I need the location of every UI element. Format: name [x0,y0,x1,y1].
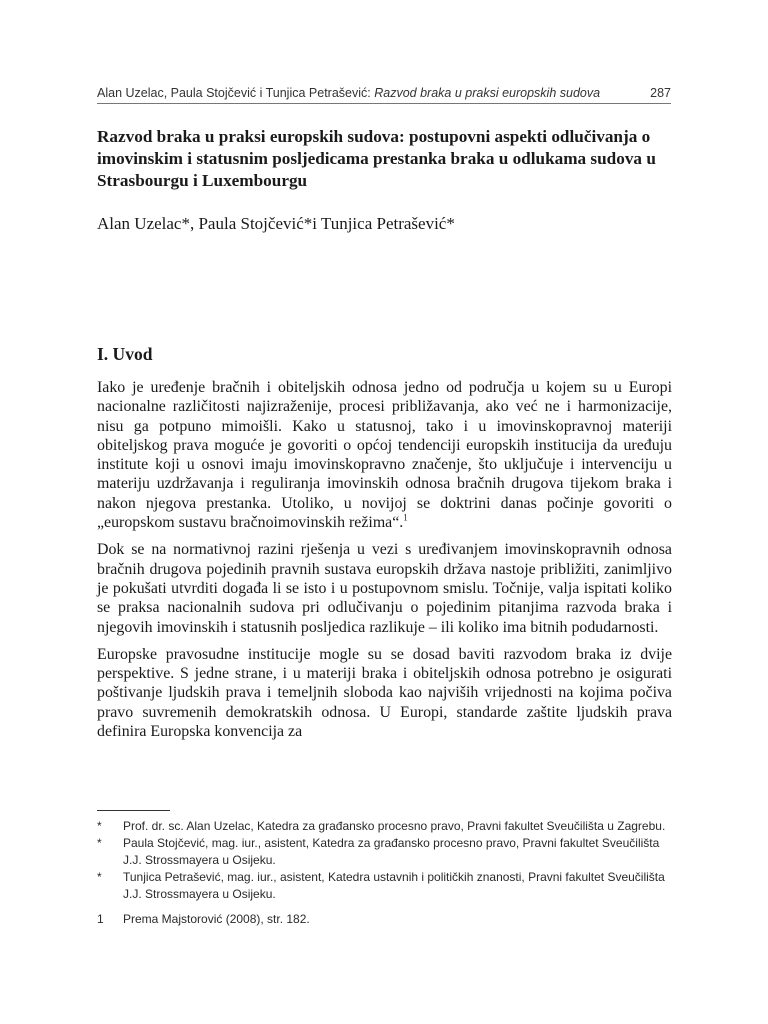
footnote-mark: 1 [97,912,104,926]
footnote-text: Prof. dr. sc. Alan Uzelac, Katedra za građansko procesno pravo, Pravni fakultet Sveučilišta u Zagrebu. [123,819,666,833]
article-authors: Alan Uzelac*, Paula Stojčević*i Tunjica Petrašević* [97,214,455,233]
footnote-text: Prema Majstorović (2008), str. 182. [123,912,310,926]
running-header-text [97,86,600,100]
footnote-ref-1[interactable]: 1 [403,512,408,523]
footnote-mark: * [97,870,102,884]
header-journal-title: Razvod braka u praksi europskih sudova [374,86,601,100]
footnote-text: Paula Stojčević, mag. iur., asistent, Katedra za građansko procesno pravo, Pravni fakultet Sveučilišta J.J. Strossmayera u Osijeku. [123,836,660,867]
footnote-mark: * [97,836,102,850]
header-divider [97,103,671,104]
footnote-divider [97,810,170,811]
article-title: Razvod braka u praksi europskih sudova: postupovni aspekti odlučivanja o imovinskim i statusnim posljedicama prestanka braka u odlukama sudova u Strasbourgu i Luxembourgu [97,127,656,190]
footnote-author-3 [97,869,672,903]
paragraph-1 [97,378,672,532]
footnote-author-1 [97,818,672,835]
footnote-1 [97,911,672,928]
paragraph-1-text: Iako je uređenje bračnih i obiteljskih odnosa jedno od područja u kojem su u Europi nacionalne različitosti najizraženije, procesi približavanja, ako već ne i harmonizacije, nisu ga potpuno mimoišli. Kako u statusnoj, tako i u imovinskopravnoj materiji obiteljskog prava moguće je govoriti o općoj tendenciji europskih institucija da uređuju institute koji u osnovi imaju imovinskopravno značenje, što uključuje i intervenciju u materiju uzdržavanja i reguliranja imovinskih odnosa bračnih drugova tijekom braka i nakon njegova prestanka. Utoliko, u novijoj se doktrini danas počinje govoriti o „europskom sustavu bračnoimovinskih režima“. [97,379,672,532]
footnote-author-2 [97,835,672,869]
header-authors: Alan Uzelac, Paula Stojčević i Tunjica Petrašević: [97,86,371,100]
body-text [97,378,672,749]
page-number: 287 [650,86,671,100]
footnote-mark: * [97,819,102,833]
footnote-text: Tunjica Petrašević, mag. iur., asistent, Katedra ustavnih i političkih znanosti, Pravni fakultet Sveučilišta J.J. Strossmayera u Osijeku. [123,870,665,901]
paragraph-3: Europske pravosudne institucije mogle su se dosad baviti razvodom braka iz dvije perspektive. S jedne strane, i u materiji braka i obiteljskih odnosa potrebno je osigurati poštivanje ljudskih prava i temeljnih sloboda kao najviših vrijednosti na kojima počiva pravo suvremenih demokratskih odnosa. U Europi, standarde zaštite ljudskih prava definira Europska konvencija za [97,645,672,741]
section-heading: I. Uvod [97,344,153,364]
running-header [97,80,671,100]
paragraph-2: Dok se na normativnoj razini rješenja u vezi s uređivanjem imovinskopravnih odnosa bračnih drugova pojedinih pravnih sustava europskih država nastoje približiti, zanimljivo je pokušati utvrditi događa li se isto i u postupovnom smislu. Točnije, valja ispitati koliko se praksa nacionalnih sudova pri odlučivanju o pojedinim pitanjima razvoda braka i njegovih imovinskih i statusnih posljedica razlikuje – ili koliko ima bitnih podudarnosti. [97,541,672,636]
footnotes [97,818,672,928]
